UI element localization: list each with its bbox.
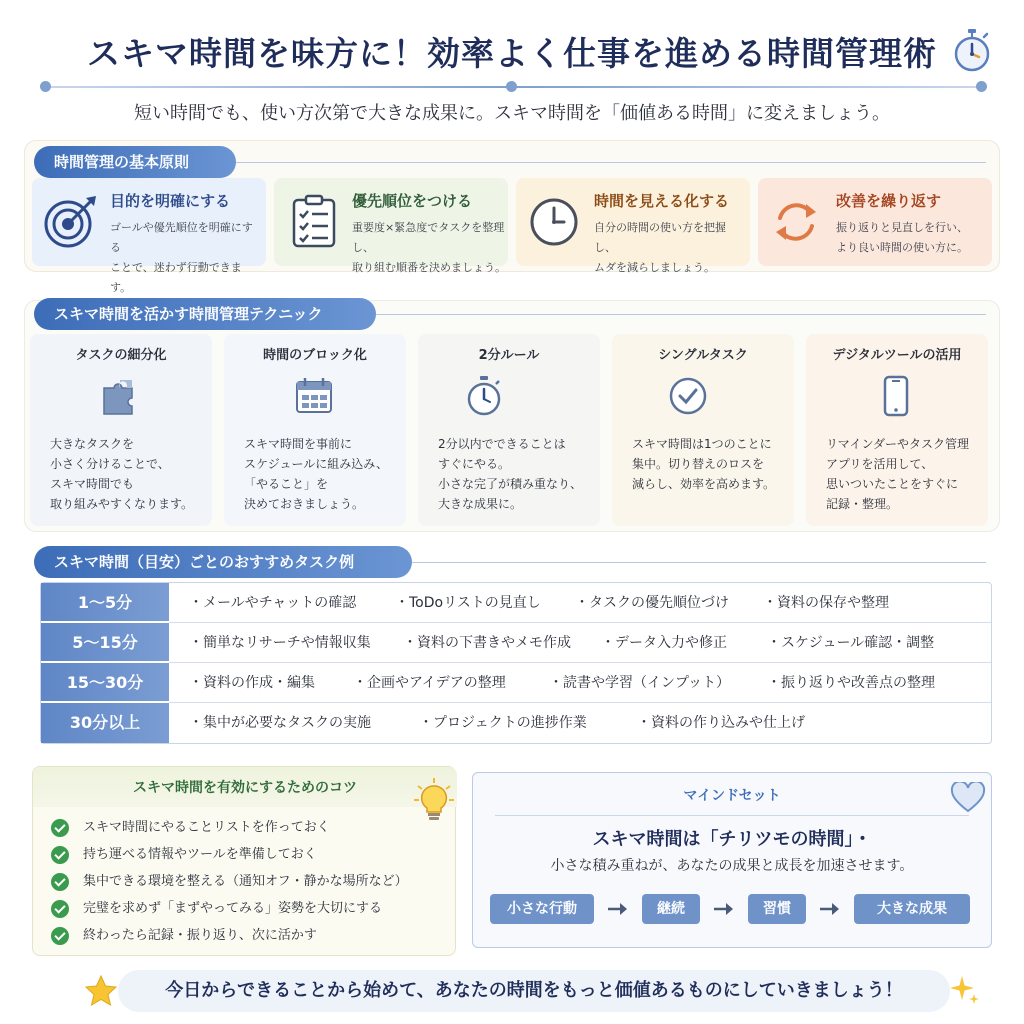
- principle-text: 重要度×緊急度でタスクを整理し、 取り組む順番を決めましょう。: [352, 221, 506, 274]
- technique-text: スキマ時間は1つのことに 集中。切り替えのロスを 減らし、効率を高めます。: [632, 437, 776, 491]
- check-icon: [51, 900, 69, 918]
- arrow-right-icon: [606, 900, 628, 918]
- section-divider: [376, 314, 986, 315]
- check-circle-icon: [666, 374, 710, 418]
- task-item: ・資料の作り込みや仕上げ: [637, 715, 805, 731]
- table-row: [41, 703, 991, 743]
- calendar-icon: [292, 374, 336, 418]
- technique-title: 時間のブロック化: [263, 348, 367, 363]
- stopwatch-icon: [948, 26, 996, 74]
- technique-title: 2分ルール: [478, 348, 540, 363]
- task-item: ・スケジュール確認・調整: [767, 635, 935, 651]
- divider-dot: [40, 81, 51, 92]
- page-title: スキマ時間を味方に！効率よく仕事を進める時間管理術: [87, 34, 937, 73]
- principle-title: 優先順位をつける: [352, 192, 473, 210]
- check-icon: [51, 927, 69, 945]
- task-item: ・タスクの優先順位づけ: [575, 595, 729, 611]
- table-row: [41, 663, 991, 703]
- table-row: [41, 623, 991, 663]
- tips-heading: スキマ時間を有効にするためのコツ: [33, 767, 457, 807]
- arrow-right-icon: [818, 900, 840, 918]
- check-icon: [51, 846, 69, 864]
- clock-icon: [524, 192, 584, 252]
- cycle-icon: [766, 192, 826, 252]
- page-header: [0, 28, 1024, 78]
- task-item: ・資料の保存や整理: [763, 595, 889, 611]
- task-item: ・メールやチャットの確認: [189, 595, 357, 611]
- technique-title: タスクの細分化: [75, 348, 167, 363]
- time-label: 15〜30分: [41, 663, 169, 703]
- task-item: ・ToDoリストの見直し: [395, 595, 541, 611]
- stopwatch-icon: [462, 374, 506, 418]
- principle-card-goal: [32, 178, 266, 294]
- task-item: ・資料の下書きやメモ作成: [403, 635, 571, 651]
- principles-heading: 時間管理の基本原則: [34, 146, 236, 178]
- checklist-icon: [282, 192, 342, 252]
- technique-text: リマインダーやタスク管理 アプリを活用して、 思いついたことをすぐに 記録・整理。: [826, 437, 970, 511]
- table-row: [41, 583, 991, 623]
- task-table: [40, 582, 992, 744]
- divider-dot: [506, 81, 517, 92]
- task-item: ・データ入力や修正: [601, 635, 727, 651]
- time-label: 1〜5分: [41, 583, 169, 623]
- time-label: 5〜15分: [41, 623, 169, 663]
- page-subtitle: 短い時間でも、使い方次第で大きな成果に。スキマ時間を「価値ある時間」に変えましょう。: [134, 103, 890, 124]
- flow-step-continue: 継続: [642, 894, 700, 924]
- techniques-heading: スキマ時間を活かす時間管理テクニック: [34, 298, 376, 330]
- divider-dot: [976, 81, 987, 92]
- technique-card-two-minute: [418, 334, 600, 526]
- principle-text: 振り返りと見直しを行い、 より良い時間の使い方に。: [836, 221, 968, 254]
- technique-card-split: [30, 334, 212, 526]
- mindset-divider: [495, 815, 969, 816]
- principle-title: 時間を見える化する: [594, 192, 730, 210]
- flow-step-small-action: 小さな行動: [490, 894, 594, 924]
- technique-card-block: [224, 334, 406, 526]
- task-item: ・プロジェクトの進捗作業: [419, 715, 587, 731]
- task-item: ・企画やアイデアの整理: [353, 675, 506, 691]
- principle-card-priority: [274, 178, 508, 274]
- smartphone-icon: [874, 374, 918, 418]
- task-item: ・読書や学習（インプット）: [549, 675, 731, 691]
- task-item: ・振り返りや改善点の整理: [767, 675, 935, 691]
- check-icon: [51, 819, 69, 837]
- time-label: 30分以上: [41, 703, 169, 743]
- task-item: ・簡単なリサーチや情報収集: [189, 635, 371, 651]
- principle-text: ゴールや優先順位を明確にする ことで、迷わず行動できます。: [110, 221, 253, 294]
- mindset-title: スキマ時間は「チリツモの時間」・: [592, 829, 872, 850]
- tasks-heading: スキマ時間（目安）ごとのおすすめタスク例: [34, 546, 412, 578]
- principle-title: 改善を繰り返す: [836, 192, 942, 210]
- technique-title: デジタルツールの活用: [832, 348, 962, 363]
- heart-icon: [950, 782, 986, 814]
- check-icon: [51, 873, 69, 891]
- tips-panel: スキマ時間を有効にするためのコツ スキマ時間にやることリストを作っておく 持ち運べる情報やツールを準備しておく 集中できる環境を整える（通知オフ・静かな場所など） 完璧を求めず「まずやってみる」姿勢を大切にする 終わったら記録・振り返り、次に活かす: [32, 766, 456, 956]
- task-item: ・集中が必要なタスクの実施: [189, 715, 371, 731]
- principle-card-visualize: [516, 178, 750, 274]
- section-divider: [412, 562, 986, 563]
- technique-card-single-task: [612, 334, 794, 526]
- mindset-heading: マインドセット: [683, 788, 781, 804]
- footer-message: 今日からできることから始めて、あなたの時間をもっと価値あるものにしていきましょう！: [118, 970, 950, 1012]
- technique-text: 2分以内でできることは すぐにやる。 小さな完了が積み重なり、 大きな成果に。: [438, 437, 583, 511]
- star-icon: [84, 974, 118, 1008]
- principle-text: 自分の時間の使い方を把握し、 ムダを減らしましょう。: [594, 221, 726, 274]
- principle-title: 目的を明確にする: [110, 192, 231, 210]
- technique-title: シングルタスク: [658, 348, 748, 363]
- flow-step-habit: 習慣: [748, 894, 806, 924]
- target-icon: [40, 192, 100, 252]
- sparkle-icon: [948, 974, 980, 1006]
- technique-text: 大きなタスクを 小さく分けることで、 スキマ時間でも 取り組みやすくなります。: [50, 437, 194, 511]
- technique-text: スキマ時間を事前に スケジュールに組み込み、 「やること」を 決めておきましょう。: [244, 437, 389, 511]
- lightbulb-icon: [412, 776, 456, 824]
- puzzle-icon: [98, 374, 142, 418]
- arrow-right-icon: [712, 900, 734, 918]
- section-divider: [236, 162, 986, 163]
- flow-step-big-result: 大きな成果: [854, 894, 970, 924]
- technique-card-digital-tools: [806, 334, 988, 526]
- task-item: ・資料の作成・編集: [189, 675, 315, 691]
- mindset-text: 小さな積み重ねが、あなたの成果と成長を加速させます。: [550, 858, 914, 874]
- principle-card-improve: [758, 178, 992, 266]
